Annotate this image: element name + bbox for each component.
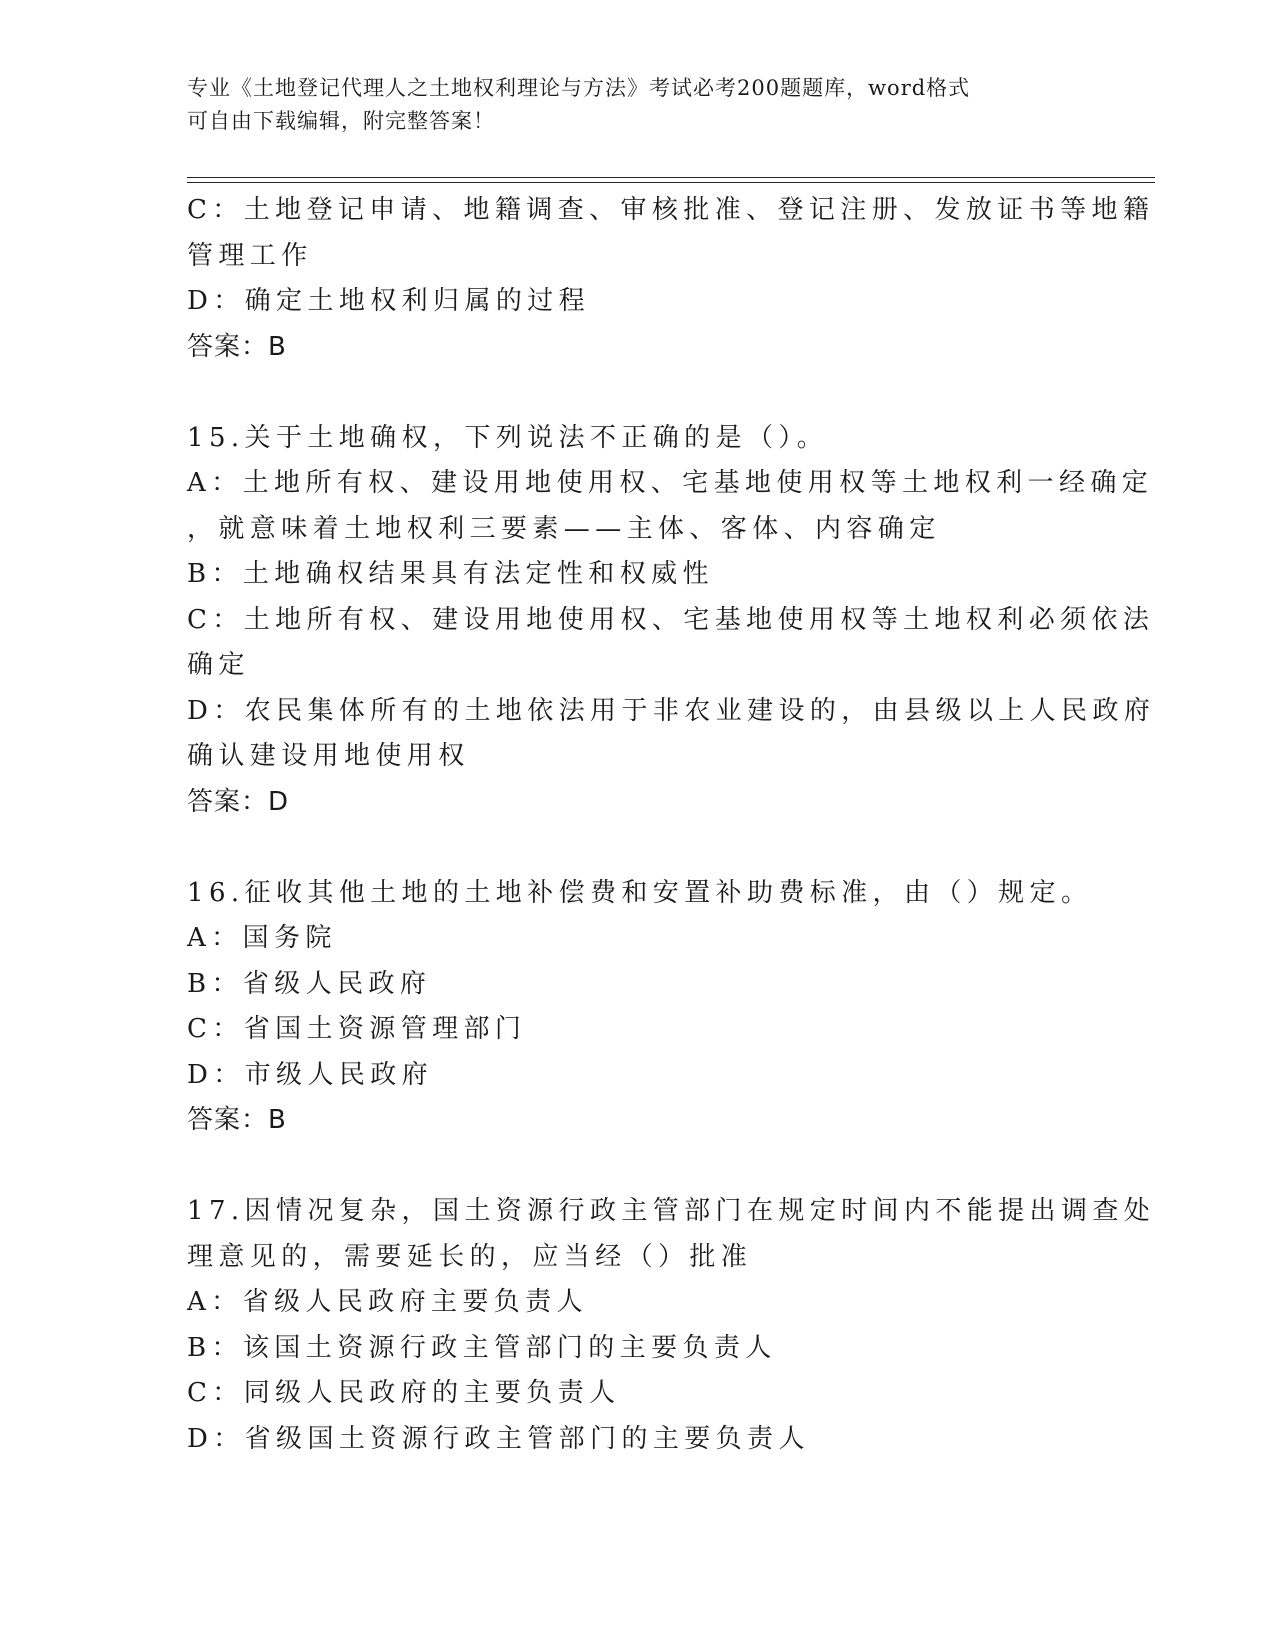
option-c: C：省国土资源管理部门	[187, 1014, 527, 1044]
document-body	[187, 188, 1156, 1462]
option-b: B：土地确权结果具有法定性和权威性	[187, 559, 714, 589]
option-c-line-2: 管理工作	[187, 240, 313, 271]
header-divider-top	[187, 177, 1155, 178]
question-15	[187, 416, 1156, 826]
spacer	[187, 1144, 1067, 1190]
spacer	[187, 370, 1067, 416]
header-divider-bottom	[187, 182, 1155, 183]
spacer	[187, 825, 1067, 871]
option-c-line-2: 确定	[187, 650, 250, 680]
option-d-line-2: 确认建设用地使用权	[187, 741, 470, 771]
option-d: D：确定土地权利归属的过程	[187, 286, 591, 316]
question-16	[187, 871, 1093, 1144]
option-b: B：该国土资源行政主管部门的主要负责人	[187, 1332, 777, 1363]
question-stem: 16.征收其他土地的土地补偿费和安置补助费标准，由（）规定。	[187, 877, 1093, 908]
question-stem: 15.关于土地确权，下列说法不正确的是（）。	[187, 422, 829, 453]
question-stem-line-1: 17.因情况复杂，国土资源行政主管部门在规定时间内不能提出调查处	[187, 1196, 1156, 1226]
header-line-1: 专业《土地登记代理人之土地权利理论与方法》考试必考200题题库，word格式	[187, 76, 971, 100]
option-a: A：省级人民政府主要负责人	[187, 1287, 588, 1317]
question-stem-line-2: 理意见的，需要延长的，应当经（）批准	[187, 1241, 753, 1272]
answer: 答案：B	[187, 1105, 287, 1135]
option-c-line-1: C：土地登记申请、地籍调查、审核批准、登记注册、发放证书等地籍	[187, 195, 1155, 225]
document-header	[187, 72, 1067, 138]
option-a-line-2: ，就意味着土地权利三要素——主体、客体、内容确定	[187, 513, 941, 544]
option-d-line-1: D：农民集体所有的土地依法用于非农业建设的，由县级以上人民政府	[187, 695, 1156, 726]
option-d: D：市级人民政府	[187, 1059, 434, 1090]
question-14-continued	[187, 188, 1155, 370]
option-c-line-1: C：土地所有权、建设用地使用权、宅基地使用权等土地权利必须依法	[187, 604, 1155, 635]
option-d: D：省级国土资源行政主管部门的主要负责人	[187, 1423, 810, 1454]
answer: 答案：D	[187, 786, 290, 817]
question-17	[187, 1189, 1156, 1462]
header-line-2: 可自由下载编辑，附完整答案！	[187, 109, 495, 133]
option-a: A：国务院	[187, 923, 337, 953]
answer: 答案：B	[187, 331, 287, 362]
option-b: B：省级人民政府	[187, 968, 432, 999]
option-a-line-1: A：土地所有权、建设用地使用权、宅基地使用权等土地权利一经确定	[187, 468, 1154, 498]
option-c: C：同级人民政府的主要负责人	[187, 1378, 621, 1408]
